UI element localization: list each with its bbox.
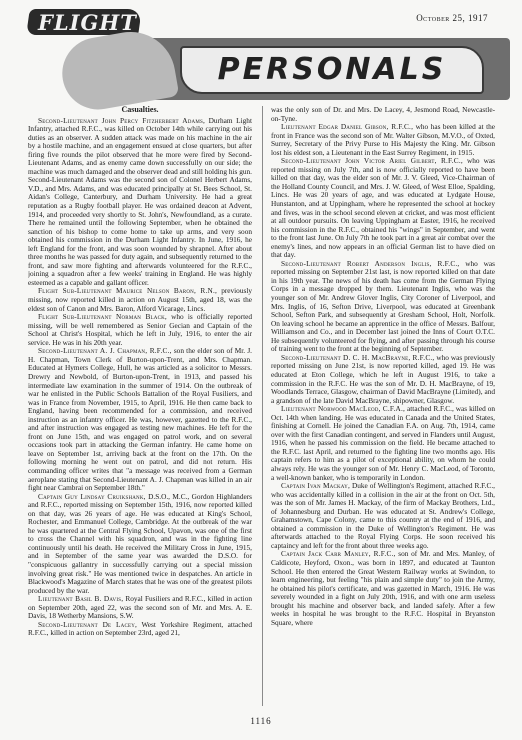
article-paragraph (28, 595, 252, 621)
paragraph-lead: Second-Lieutenant John Percy Fitzherbert Adams, (38, 115, 205, 125)
paragraph-text: was the only son of Dr. and Mrs. De Lacey, 4, Jesmond Road, Newcastle-on-Tyne. (271, 106, 495, 123)
paragraph-lead: Second-Lieutenant De Lacey, (38, 619, 138, 629)
article-paragraph (271, 354, 495, 405)
article-paragraph (271, 106, 495, 123)
paragraph-lead: Second-Lieutenant D. C. H. MacBrayne, R.F.C., (281, 352, 435, 362)
article-paragraph (271, 405, 495, 482)
paragraph-text: West Yorkshire Regiment, attached R.F.C., killed in action on September 23rd, aged 21, (28, 619, 252, 638)
paragraph-lead: Captain Jack Carr Manley, R.F.C., (281, 549, 396, 559)
paragraph-text: who has been killed at the front in France was the second son of Mr. Walter Gibson, M.V.O., of Oxted, Surrey, Secretary of the Privy Purse to His Majesty the King. Mr. Gibson lost his eldest son, a Lieutenant in the East Surrey Regiment, in 1915. (271, 122, 495, 157)
paragraph-text: who was reported missing on September 21st last, is now reported killed on that date in his 19th year. The news of his death has come from the German Flying Corps in a message dropped by them. Lieutenant Inglis, who was the younger son of Mr. Andrew Glover Inglis, City Coroner of Liverpool, and Mrs. Inglis, of 16, Sefton Drive, Liverpool, was educated at Greenbank School, Sefton Park, and subsequently at Gresham School, Holt, Norfolk. On leaving school he became an apprentice in the office of Messrs. Balfour, Williamson and Co., and in December last joined the Inns of Court O.T.C. He subsequently volunteered for flying, and after passing through his course of training went to the front at the beginning of September. (271, 258, 495, 354)
article-paragraph (28, 621, 252, 638)
paragraph-lead: Second-Lieutenant Robert Anderson Inglis, R.F.C., (281, 258, 460, 268)
page-number: 1116 (250, 716, 272, 726)
paragraph-text: previously missing, now reported killed in action on August 15th, aged 18, was the eldest son of Canon and Mrs. Baron, Alford Vicarage, Lincs. (28, 286, 252, 313)
paragraph-text: who was reported missing on July 7th, and is now officially reported to have been killed on that day, was the elder son of Mr. J. V. Gleed, Vice-Chairman of the Holland County Council, and Mrs. J. W. Gleed, of West Elloe, Spalding, Lincs. He was 20 years of age, and was educated at Lydgate House, Hunstanton, and at Uppingham, where he represented the school at hockey and fives, was in the school second eleven at cricket, and was most efficient at all outdoor pursuits. On leaving Uppingham at Easter, 1916, he received his commission in the R.F.C., obtained his "wings" in September, and went to the front last June. On July 7th he took part in a great air combat over the enemy's lines, and now appears in an official German list to have died on that day. (271, 156, 495, 260)
casualties-heading: Casualties. (121, 106, 159, 114)
masthead-title: FLIGHT (38, 10, 137, 35)
paragraph-text: Duke of Wellington's Regiment, attached R.F.C., who was accidentally killed in a collision in the air at the front on Oct. 5th, was the son of Mr. James H. Mackay, of the firm of Mackay Brothers, Ltd., of Johannesburg and Durban. He was educated at St. Andrew's College, Grahamstown, Cape Colony, came to this country at the end of 1916, and obtained a commission in the Duke of Wellington's Regiment. He was afterwards attached to the Royal Flying Corps. He soon received his captaincy and left for the front about three weeks ago. (271, 481, 495, 550)
paragraph-lead: Captain Ivan Mackay, (281, 481, 350, 491)
article-paragraph (28, 117, 252, 288)
article-paragraph (28, 493, 252, 596)
paragraph-lead: Lieutenant Edgar Daniel Gibson, R.F.C., (281, 122, 414, 132)
article-paragraph (271, 482, 495, 550)
paragraph-text: who is officially reported missing, will be well remembered as Senior Gecian and Captain of the School at Christ's Hospital, which he left in July, 1916, to enter the air service. He was in his 20th year. (28, 312, 252, 347)
article-paragraph (271, 550, 495, 627)
paragraph-text: Royal Fusiliers and R.F.C., killed in action on September 20th, aged 22, was the second son of Mr. and Mrs. A. E. Davis, 18 Wetherby Mansions, S.W. (28, 594, 252, 621)
article-paragraph (28, 287, 252, 313)
paragraph-text: Durham Light Infantry, attached R.F.C., was killed on October 14th while carrying out his duties as an observer. A sudden attack was made on his machine in the air by a hostile machine, and an engagement ensued at close quarters, but after firing five rounds the pilot observed that he more were fired by Second-Lieutenant Adams, and as enemy came down successfully on our side; the machine was much damaged and the observer dead and still holding his gun. Second-Lieutenant Adams was the second son of Colonel Herbert Adams, V.D., and Mrs. Adams, and was educated principally at St. Bees School, St. Aidan's College, Canterbury, and Durham University. He had a great reputation as a Rugby football player. He was ordained deacon at Advent, 1914, and proceeded very shortly to St. John's, Newfoundland, as a curate. There he remained until the following September, when he obtained the sanction of his bishop to come home to take up arms, and very soon obtained his commission in the Durham Light Infantry. In June, 1916, he left England for the front, and was soon wounded by shrapnel. After about three months he was passed for duty again, and subsequently returned to the front, and saw more fighting and afterwards volunteered for the R.F.C., joining a squadron after a few weeks' training in England. He was highly esteemed as a capable and gallant officer. (28, 115, 252, 287)
paragraph-lead: Second-Lieutenant A. J. Chapman, R.F.C., (38, 346, 172, 356)
paragraph-text: D.S.O., M.C., Gordon Highlanders and R.F.C., reported missing on September 15th, 1916, now reported killed on that day, was 26 years of age. He was educated at King's School, Rochester, and Emmanuel College, Cambridge. At the outbreak of the war he was quartered at the Central Flying School, Upavon, was one of the first to cross the Channel with his squadron, and was in the fighting line continuously until his death. He received the Military Cross in June, 1915, and in September of the same year was awarded the D.S.O. for "conspicuous gallantry in successfully carrying out a special mission involving great risk." He was mentioned twice in despatches. An article in Blackwood's Magazine of March states that he was one of the greatest pilots produced by the war. (28, 491, 252, 595)
paragraph-lead: Lieutenant Basil B. Davis, (38, 594, 124, 604)
column-divider (262, 106, 263, 706)
paragraph-text: who was previously reported missing on June 21st, is now reported killed, aged 19. He was educated at Eton College, which he left in August 1916, to take a commission in the R.F.C. He was the son of Mr. D. H. MacBrayne, of 19, Woodlands Terrace, Glasgow, chairman of David MacBrayne (Limited), and a grandson of the late David MacBrayne, shipowner, Glasgow. (271, 352, 495, 405)
paragraph-text: attached R.F.C., was killed on Oct. 14th when landing. He was educated in Canada and the United States, finishing at Cornell. He joined the Canadian F.A. on Aug. 7th, 1914, came over with the first Canadian contingent, and served in Flanders until August, 1916, when he passed his commission on the field. He became attached to the R.F.C. last April, and returned to the fighting line two months ago. His captain refers to him as a pilot of exceptional ability, on whom he could always rely. He was the younger son of Mr. Henry C. MacLeod, of Toronto, a well-known banker, who is temporarily in London. (271, 404, 495, 482)
article-paragraph (271, 260, 495, 354)
paragraph-lead: Captain Guy Lindsay Cruikshank, (38, 491, 146, 501)
article-paragraph (271, 123, 495, 157)
paragraph-lead: Lieutenant Norwood MacLeod, C.F.A., (281, 404, 406, 414)
paragraph-lead: Flight Sub-Lieutenant Maurice Nelson Baron, R.N., (38, 286, 217, 296)
article-paragraph (28, 347, 252, 492)
section-title: PERSONALS (180, 46, 484, 94)
paragraph-text: son the elder son of Mr. J. H. Chapman, Town Clerk of Burton-upon-Trent, and Mrs. Chapman. Educated at Hymers College, Hull, he was articled as a solicitor to Messrs. Drewry and Newbold, of Burton-upon-Trent, in 1913, and passed his intermediate law examination in the summer of 1914. On the outbreak of war he enlisted in the Public Schools Battalion of the Royal Fusiliers, and was in France from November, 1915, to April, 1916. He then came back to England, having been recommended for a commission, and received instruction as an infantry officer. He was, however, gazetted to the R.F.C., and after instruction was engaged as testing new machines. He left for the front on June 15th, and was engaged on patrol work, and on several occasions took part in attacking the German infantry. He came home on leave on September 1st, arriving back at the front on the 17th. On the following morning he went out on patrol, and did not return. His commanding officer writes that "a message was received from a German aeroplane stating that Second-Lieutenant A. J. Chapman was killed in an air fight near Cambrai on September 18th." (28, 346, 252, 493)
paragraph-text: son of Mr. and Mrs. Manley, of Caldicote, Heyford, Oxon., was born in 1897, and educated at Taunton School. He then entered the Great Western Railway works at Swindon, to learn engineering, but feeling "his plain and simple duty" to join the Army, he obtained his pilot's certificate, and was gazetted in March, 1916. He was severely wounded in a fight on July 20th, 1916, and with one arm useless brought his machine and observer back, and landed safely. After a few weeks in hospital he was brought to the R.F.C. Hospital in Bryanston Square, where (271, 549, 495, 627)
article-paragraph (271, 157, 495, 260)
paragraph-lead: Flight Sub-Lieutenant Norman Black, (38, 312, 167, 322)
paragraph-lead: Second-Lieutenant John Victor Ariel Gilbert, R.F.C., (281, 156, 463, 166)
issue-date: October 25, 1917 (416, 13, 488, 23)
left-column (28, 106, 252, 706)
right-column (271, 106, 495, 708)
article-paragraph (28, 313, 252, 347)
